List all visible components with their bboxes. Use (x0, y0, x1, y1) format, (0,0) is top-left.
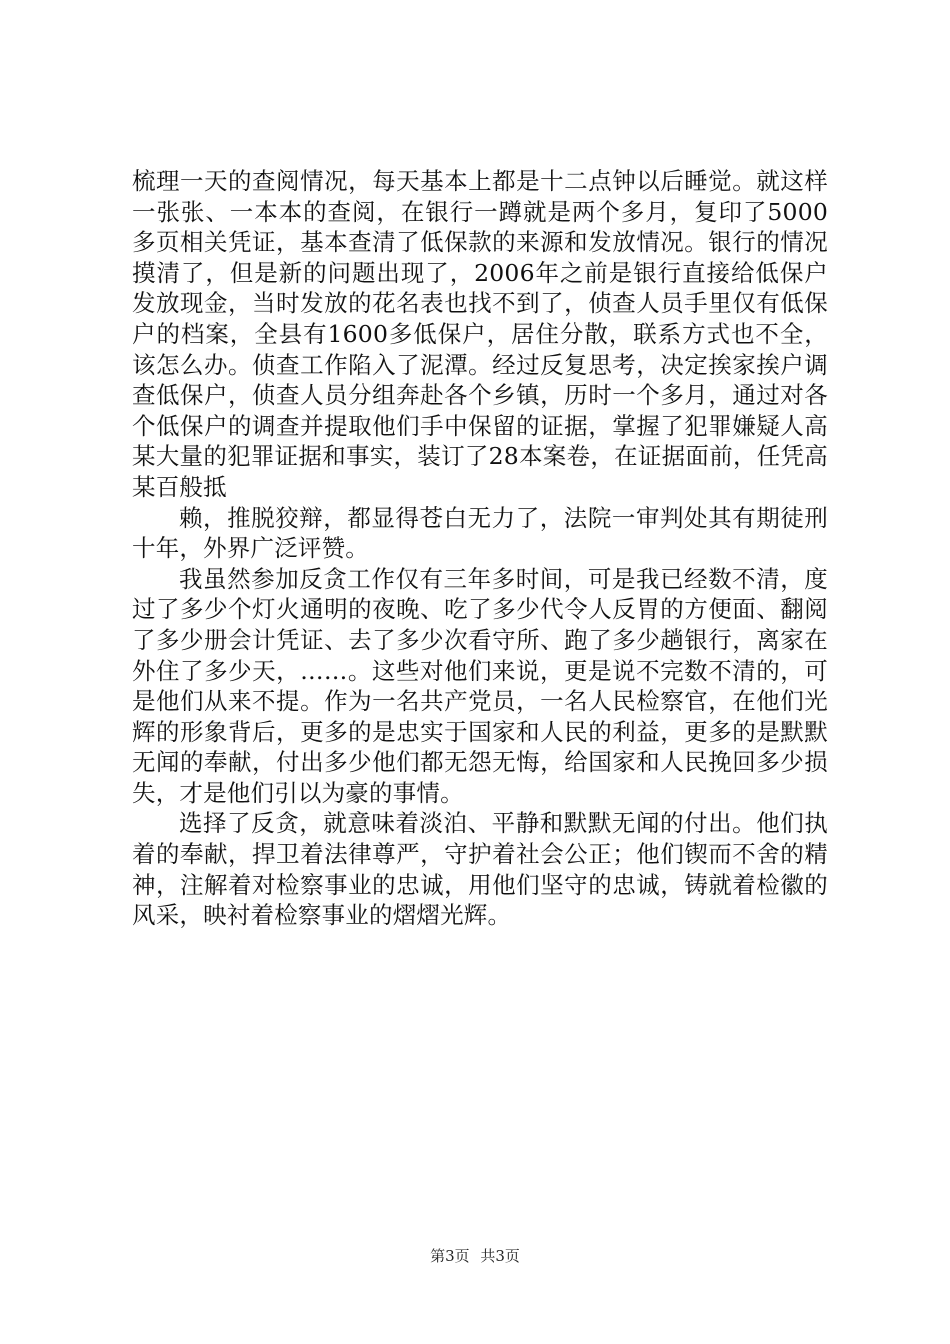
page-total: 共3页 (480, 1247, 520, 1265)
page-footer (0, 1245, 950, 1266)
paragraph-1: 梳理一天的查阅情况，每天基本上都是十二点钟以后睡觉。就这样一张张、一本本的查阅，在银行一蹲就是两个多月，复印了5000多页相关凭证，基本查清了低保款的来源和发放情况。银行的情况摸清了，但是新的问题出现了，2006年之前是银行直接给低保户发放现金，当时发放的花名表也找不到了，侦查人员手里仅有低保户的档案，全县有1600多低保户，居住分散，联系方式也不全，该怎么办。侦查工作陷入了泥潭。经过反复思考，决定挨家挨户调查低保户，侦查人员分组奔赴各个乡镇，历时一个多月，通过对各个低保户的调查并提取他们手中保留的证据，掌握了犯罪嫌疑人高某大量的犯罪证据和事实，装订了28本案卷，在证据面前，任凭高某百般抵 (132, 167, 828, 501)
paragraph-2: 赖，推脱狡辩，都显得苍白无力了，法院一审判处其有期徒刑十年，外界广泛评赞。 (132, 503, 828, 563)
page-number: 第3页 (430, 1247, 470, 1265)
paragraph-4: 选择了反贪，就意味着淡泊、平静和默默无闻的付出。他们执着的奉献，捍卫着法律尊严，守护着社会公正；他们锲而不舍的精神，注解着对检察事业的忠诚，用他们坚守的忠诚，铸就着检徽的风采，映衬着检察事业的熠熠光辉。 (132, 809, 828, 930)
paragraph-3: 我虽然参加反贪工作仅有三年多时间，可是我已经数不清，度过了多少个灯火通明的夜晚、吃了多少代令人反胃的方便面、翻阅了多少册会计凭证、去了多少次看守所、跑了多少趟银行，离家在外住了多少天，……。这些对他们来说，更是说不完数不清的，可是他们从来不提。作为一名共产党员，一名人民检察官，在他们光辉的形象背后，更多的是忠实于国家和人民的利益，更多的是默默无闻的奉献，付出多少他们都无怨无悔，给国家和人民挽回多少损失，才是他们引以为豪的事情。 (132, 564, 828, 807)
document-body (132, 166, 828, 931)
